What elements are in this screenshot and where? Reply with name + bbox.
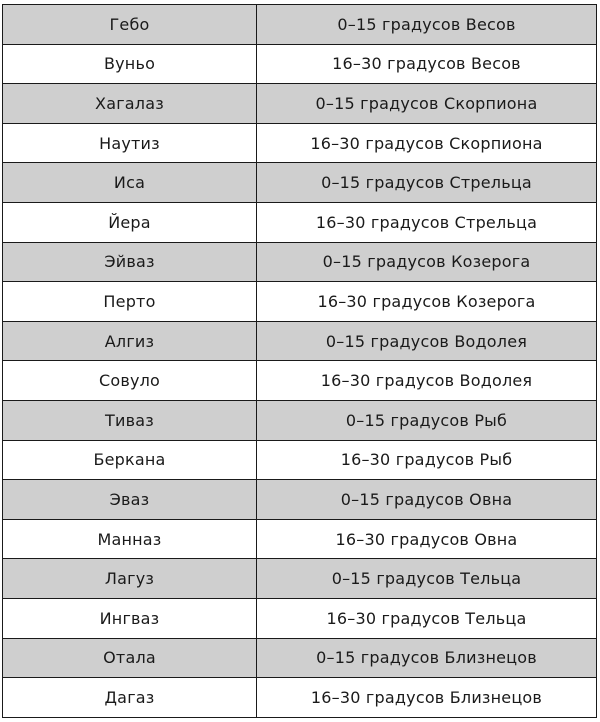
rune-name-cell: Совуло — [3, 361, 257, 401]
table-row — [3, 400, 597, 440]
degree-range-cell: 0–15 градусов Овна — [257, 480, 597, 520]
table-row — [3, 163, 597, 203]
table-row — [3, 5, 597, 45]
rune-name-cell: Иса — [3, 163, 257, 203]
table-row — [3, 242, 597, 282]
rune-name-cell: Эйваз — [3, 242, 257, 282]
table-row — [3, 361, 597, 401]
rune-name-cell: Эваз — [3, 480, 257, 520]
degree-range-cell: 0–15 градусов Близнецов — [257, 638, 597, 678]
table-row — [3, 44, 597, 84]
degree-range-cell: 0–15 градусов Стрельца — [257, 163, 597, 203]
degree-range-cell: 16–30 градусов Тельца — [257, 598, 597, 638]
rune-name-cell: Беркана — [3, 440, 257, 480]
table-row — [3, 480, 597, 520]
table-row — [3, 202, 597, 242]
degree-range-cell: 16–30 градусов Козерога — [257, 282, 597, 322]
degree-range-cell: 16–30 градусов Стрельца — [257, 202, 597, 242]
rune-name-cell: Тиваз — [3, 400, 257, 440]
degree-range-cell: 16–30 градусов Водолея — [257, 361, 597, 401]
degree-range-cell: 16–30 градусов Весов — [257, 44, 597, 84]
degree-range-cell: 16–30 градусов Скорпиона — [257, 123, 597, 163]
table-row — [3, 519, 597, 559]
rune-name-cell: Наутиз — [3, 123, 257, 163]
degree-range-cell: 16–30 градусов Близнецов — [257, 678, 597, 718]
table-row — [3, 559, 597, 599]
table-row — [3, 123, 597, 163]
table-row — [3, 598, 597, 638]
rune-name-cell: Дагаз — [3, 678, 257, 718]
table-row — [3, 638, 597, 678]
table-row — [3, 440, 597, 480]
rune-name-cell: Хагалаз — [3, 84, 257, 124]
rune-name-cell: Вуньо — [3, 44, 257, 84]
rune-name-cell: Йера — [3, 202, 257, 242]
rune-name-cell: Ингваз — [3, 598, 257, 638]
table-row — [3, 282, 597, 322]
table-row — [3, 321, 597, 361]
degree-range-cell: 0–15 градусов Рыб — [257, 400, 597, 440]
degree-range-cell: 0–15 градусов Козерога — [257, 242, 597, 282]
table-body — [3, 5, 597, 718]
rune-name-cell: Лагуз — [3, 559, 257, 599]
table-row — [3, 678, 597, 718]
rune-degrees-table — [2, 4, 597, 718]
rune-name-cell: Отала — [3, 638, 257, 678]
degree-range-cell: 0–15 градусов Весов — [257, 5, 597, 45]
degree-range-cell: 0–15 градусов Скорпиона — [257, 84, 597, 124]
rune-name-cell: Гебо — [3, 5, 257, 45]
rune-name-cell: Манназ — [3, 519, 257, 559]
degree-range-cell: 0–15 градусов Тельца — [257, 559, 597, 599]
table-row — [3, 84, 597, 124]
degree-range-cell: 0–15 градусов Водолея — [257, 321, 597, 361]
rune-name-cell: Перто — [3, 282, 257, 322]
degree-range-cell: 16–30 градусов Рыб — [257, 440, 597, 480]
degree-range-cell: 16–30 градусов Овна — [257, 519, 597, 559]
rune-name-cell: Алгиз — [3, 321, 257, 361]
